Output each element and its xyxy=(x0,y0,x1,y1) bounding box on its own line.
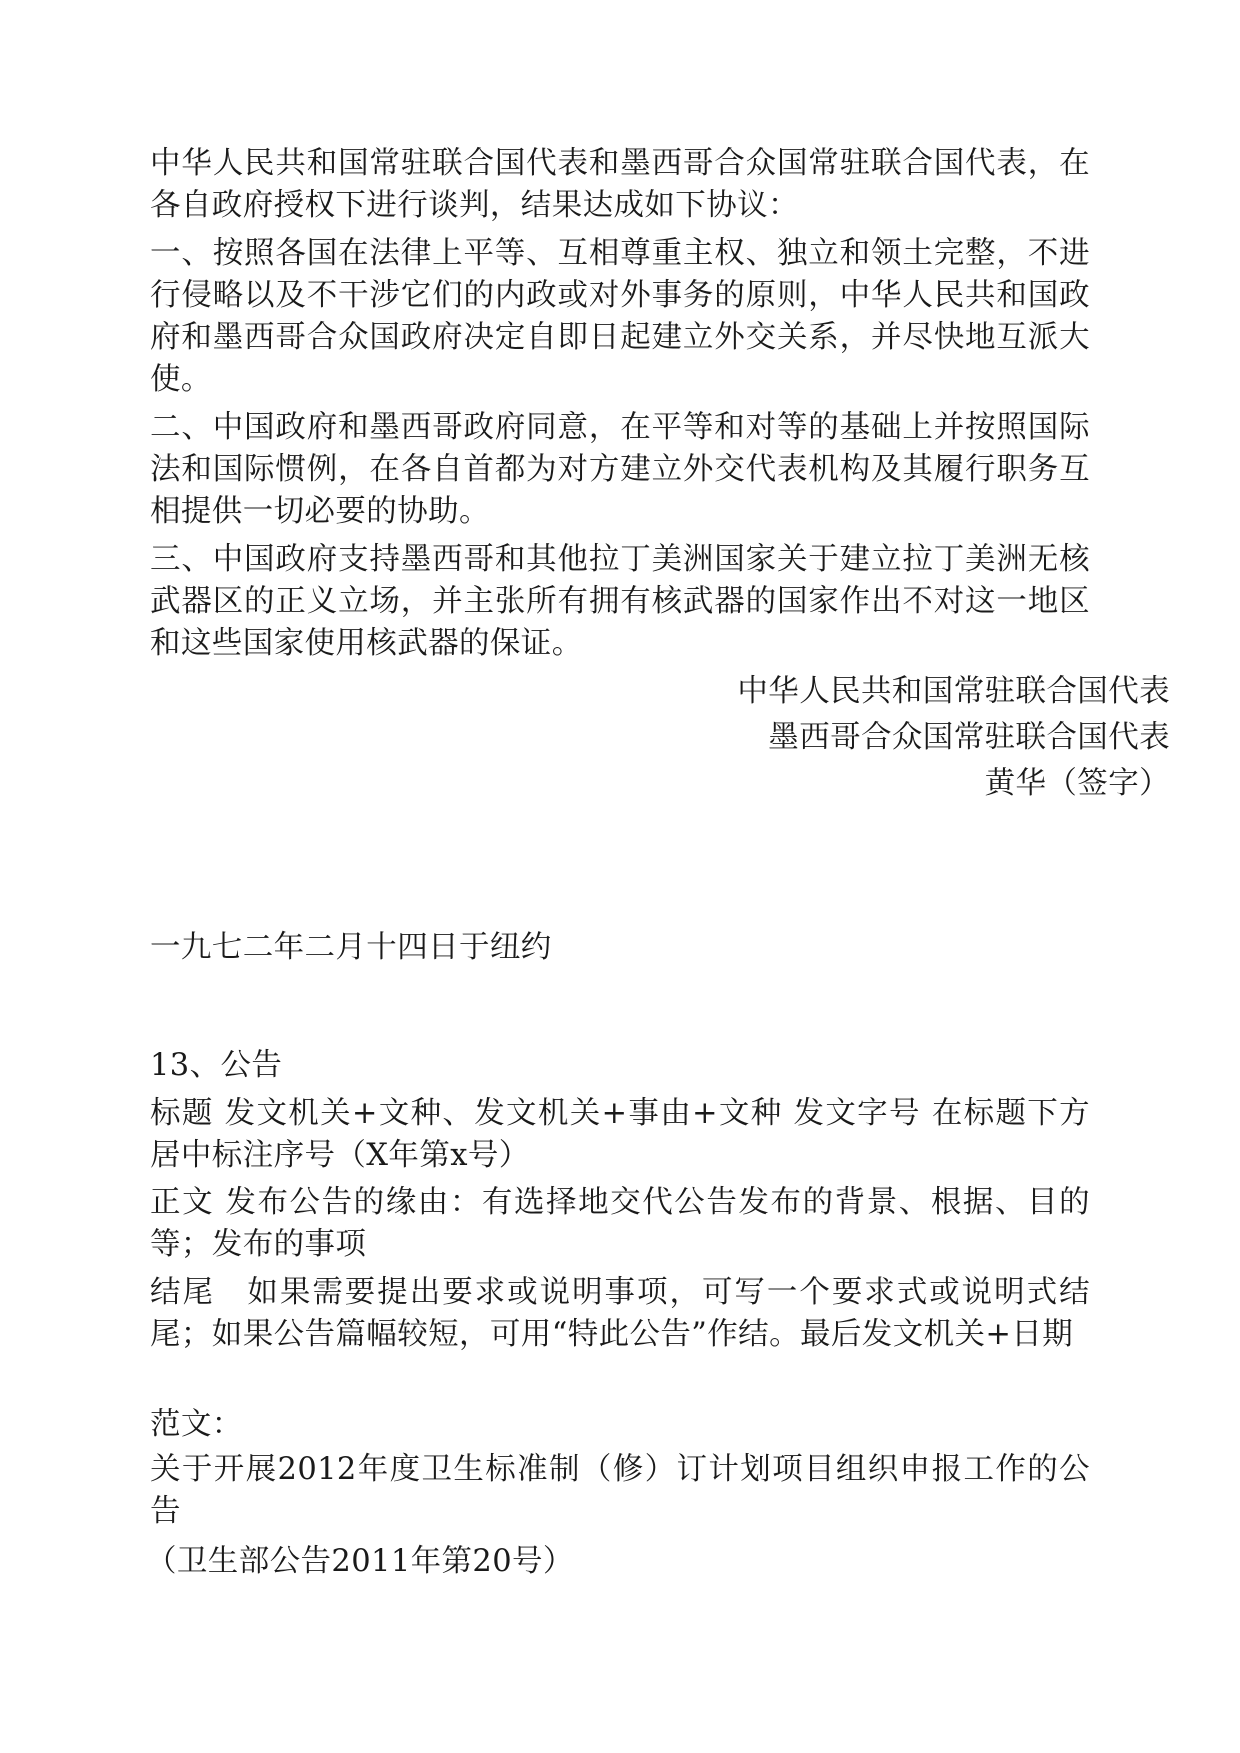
agreement-intro xyxy=(150,143,1090,227)
agreement-clause-3 xyxy=(150,539,1090,665)
section-title-rule xyxy=(150,1093,1090,1177)
section-body-rule xyxy=(150,1182,1090,1266)
signatory-china: 中华人民共和国常驻联合国代表 xyxy=(737,674,1170,709)
agreement-clause-1 xyxy=(150,233,1090,401)
sample-label: 范文： xyxy=(150,1407,243,1442)
sample-number: （卫生部公告2011年第20号） xyxy=(146,1544,574,1579)
paragraph-clause-3: 三、中国政府支持墨西哥和其他拉丁美洲国家关于建立拉丁美洲无核武器区的正义立场，并主张所有拥有核武器的国家作出不对这一地区和这些国家使用核武器的保证。 xyxy=(150,542,1090,661)
section-heading: 13、公告 xyxy=(150,1048,283,1083)
signatory-signature: 黄华（签字） xyxy=(984,766,1170,801)
paragraph-clause-2: 二、中国政府和墨西哥政府同意，在平等和对等的基础上并按照国际法和国际惯例，在各自首都为对方建立外交代表机构及其履行职务互相提供一切必要的协助。 xyxy=(150,410,1090,529)
section-ending-rule xyxy=(150,1272,1090,1356)
paragraph-sample-title: 关于开展2012年度卫生标准制（修）订计划项目组织申报工作的公告 xyxy=(150,1452,1090,1529)
agreement-date-place: 一九七二年二月十四日于纽约 xyxy=(150,930,552,965)
paragraph-ending-rule: 结尾 如果需要提出要求或说明事项，可写一个要求式或说明式结尾；如果公告篇幅较短，可用“特此公告”作结。最后发文机关+日期 xyxy=(150,1275,1090,1352)
agreement-clause-2 xyxy=(150,407,1090,533)
paragraph-body-rule: 正文 发布公告的缘由：有选择地交代公告发布的背景、根据、目的等；发布的事项 xyxy=(150,1185,1090,1262)
signatory-mexico: 墨西哥合众国常驻联合国代表 xyxy=(768,720,1170,755)
paragraph-intro: 中华人民共和国常驻联合国代表和墨西哥合众国常驻联合国代表，在各自政府授权下进行谈判，结果达成如下协议： xyxy=(150,146,1090,223)
paragraph-title-rule: 标题 发文机关+文种、发文机关+事由+文种 发文字号 在标题下方居中标注序号（X年第x号） xyxy=(150,1096,1090,1173)
sample-title xyxy=(150,1449,1090,1533)
paragraph-clause-1: 一、按照各国在法律上平等、互相尊重主权、独立和领土完整，不进行侵略以及不干涉它们的内政或对外事务的原则，中华人民共和国政府和墨西哥合众国政府决定自即日起建立外交关系，并尽快地互派大使。 xyxy=(150,236,1090,397)
